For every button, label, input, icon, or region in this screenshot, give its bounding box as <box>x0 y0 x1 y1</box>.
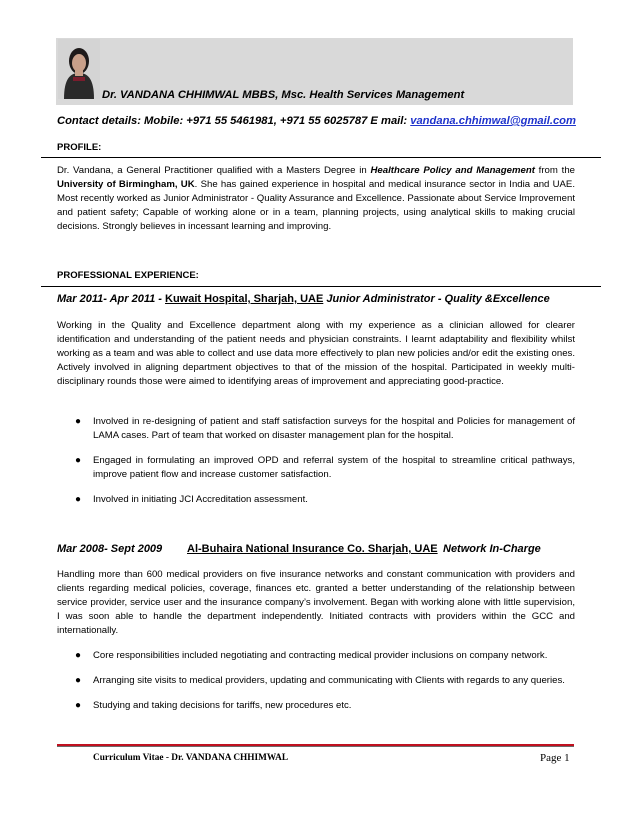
contact-details <box>57 115 576 127</box>
profile-university: University of Birmingham, UK <box>57 179 195 190</box>
list-item <box>57 649 575 663</box>
job-1-dates: Mar 2011- Apr 2011 - <box>57 293 166 305</box>
job-2-summary: Handling more than 600 medical providers on five insurance networks and constant communication with providers and clients regarding medical policies, coverage, finances etc. granted a better understanding of the relationship between service provider, service user and the insurance company’s involvement. Began with working alone with little supervision, I was soon able to handle the department independently. Initiated contracts with providers within the GCC and internationally. <box>57 569 575 636</box>
footer-title: Curriculum Vitae - Dr. VANDANA CHHIMWAL <box>93 753 289 763</box>
job-2-role: Network In-Charge <box>443 543 541 555</box>
list-item <box>57 454 575 482</box>
bullet-text: Engaged in formulating an improved OPD and referral system of the hospital to streamline critical pathways, improve patient flow and increase customer satisfaction. <box>93 455 575 480</box>
experience-heading: PROFESSIONAL EXPERIENCE: <box>57 270 199 281</box>
profile-text-2: from the <box>534 165 575 176</box>
list-item <box>57 674 575 688</box>
list-item <box>57 415 575 443</box>
bullet-icon: ● <box>75 650 82 661</box>
bullet-icon: ● <box>75 494 82 505</box>
contact-text: Contact details: Mobile: +971 55 5461981, +971 55 6025787 E mail: <box>57 115 411 127</box>
profile-degree: Healthcare Policy and Management <box>370 165 535 176</box>
job-2-organization: Al-Buhaira National Insurance Co. Sharjah, UAE <box>187 543 438 555</box>
profile-heading: PROFILE: <box>57 142 102 153</box>
job-1-bullets <box>57 415 575 507</box>
profile-text-3: . She has gained experience in hospital and medical insurance sector in India and UAE. Most recently worked as Junior Administrator - Quality Assurance and Excellence. Passionate about Service Improvement and patient safety; Capable of working alone or in a team, planning projects, using analytical skills to making crucial decisions. Strongly believes in incessant learning and improving. <box>57 179 575 232</box>
candidate-name: Dr. VANDANA CHHIMWAL MBBS, Msc. Health Services Management <box>102 89 465 101</box>
job-1-heading <box>57 293 550 305</box>
job-1-role: Junior Administrator - Quality &Excellence <box>323 293 550 305</box>
portrait-image <box>58 39 100 99</box>
bullet-icon: ● <box>75 675 82 686</box>
bullet-text: Core responsibilities included negotiating and contracting medical provider inclusions on company network. <box>93 650 548 661</box>
list-item <box>57 493 575 507</box>
job-2-bullets <box>57 649 575 713</box>
bullet-text: Arranging site visits to medical providers, updating and communicating with Clients with regards to any queries. <box>93 675 565 686</box>
footer-rule-dark <box>57 746 574 747</box>
job-1-summary: Working in the Quality and Excellence department along with my experience as a clinician allowed for clearer identification and understanding of the patient needs and physician constraints. I learnt adaptability and flexibility whilst working as a team and was able to collect and use data more effectively to plan new policies and/or edit the existing ones. Actively involved in aligning department objectives to that of the mission of the hospital. Participated in weekly multi-disciplinary rounds those were aimed to identifying areas of improvement and appreciating good-practice. <box>57 320 575 387</box>
bullet-text: Involved in re-designing of patient and staff satisfaction surveys for the hospital and Policies for management of LAMA cases. Part of team that worked on disaster management plan for the hospital. <box>93 416 575 441</box>
profile-photo <box>58 39 100 99</box>
experience-divider <box>41 286 601 287</box>
job-2-heading <box>57 543 541 555</box>
profile-text-1: Dr. Vandana, a General Practitioner qualified with a Masters Degree in <box>57 165 371 176</box>
bullet-icon: ● <box>75 455 82 466</box>
email-link[interactable]: vandana.chhimwal@gmail.com <box>410 115 576 127</box>
profile-divider <box>41 157 601 158</box>
list-item <box>57 699 575 713</box>
bullet-text: Involved in initiating JCI Accreditation assessment. <box>93 494 308 505</box>
job-2-dates: Mar 2008- Sept 2009 <box>57 543 163 555</box>
bullet-icon: ● <box>75 700 82 711</box>
bullet-text: Studying and taking decisions for tariffs, new procedures etc. <box>93 700 352 711</box>
job-1-organization: Kuwait Hospital, Sharjah, UAE <box>165 293 324 305</box>
bullet-icon: ● <box>75 416 82 427</box>
profile-paragraph <box>57 164 575 234</box>
page-number: Page 1 <box>540 752 570 764</box>
